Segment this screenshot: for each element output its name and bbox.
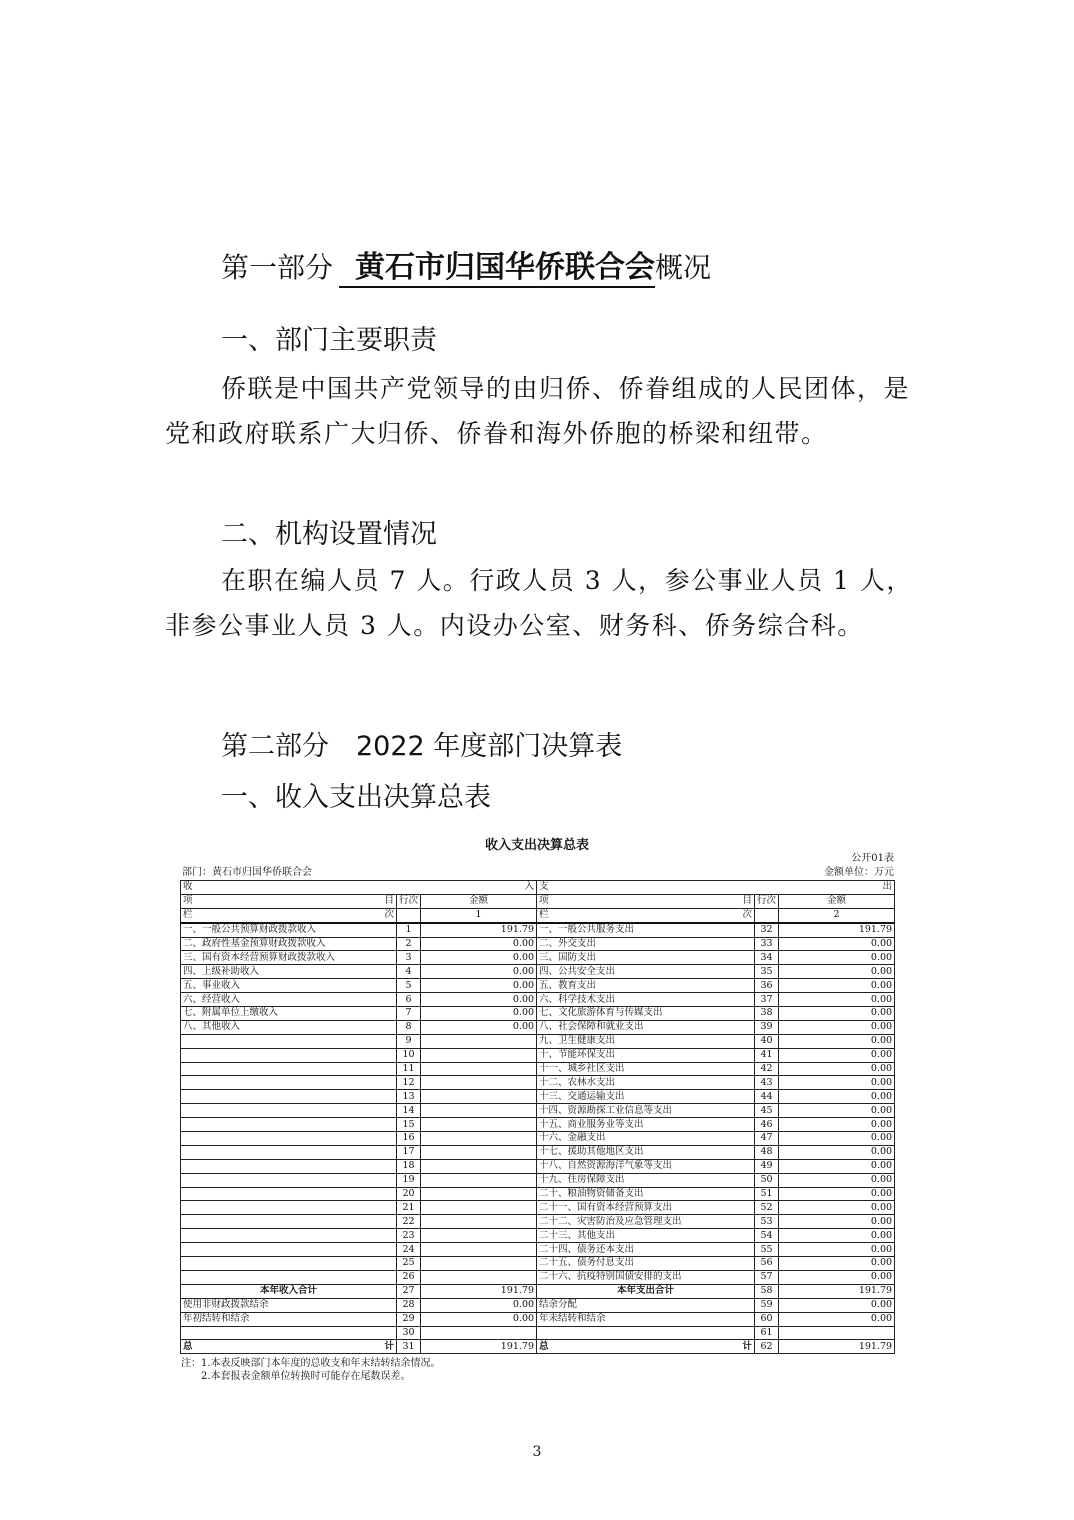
expend-amount: 0.00 [779,1007,895,1021]
income-rowno: 4 [397,965,421,979]
income-rowno: 23 [397,1229,421,1243]
expend-amount: 191.79 [779,923,895,937]
income-rowno: 22 [397,1215,421,1229]
col-head-right: 栏 [539,909,549,921]
col-index-1: 1 [421,908,537,922]
unit-label: 金额单位：万元 [824,867,894,878]
table-row [181,1312,895,1326]
item-head-2: 目 [384,895,394,907]
expend-rowno: 57 [755,1270,779,1284]
income-amount [421,1159,537,1173]
page-number: 3 [532,1444,542,1460]
expend-item: 十五、商业服务业等支出 [537,1118,755,1132]
expend-amount: 0.00 [779,1173,895,1187]
income-amount: 0.00 [421,965,537,979]
total-amount-right: 191.79 [779,1340,895,1354]
table-row [181,1159,895,1173]
org-name: 黄石市归国华侨联合会 [339,250,655,288]
income-rowno: 5 [397,979,421,993]
income-item: 使用非财政拨款结余 [181,1298,397,1312]
income-rowno: 11 [397,1062,421,1076]
table-row [181,1090,895,1104]
expend-item: 十七、援助其他地区支出 [537,1145,755,1159]
expend-item: 七、文化旅游体育与传媒支出 [537,1007,755,1021]
income-item [181,1118,397,1132]
table-row [181,965,895,979]
expend-item: 十四、资源勘探工业信息等支出 [537,1104,755,1118]
income-amount [421,1201,537,1215]
income-head: 收 [183,881,193,893]
expend-item: 二十三、其他支出 [537,1229,755,1243]
table-row [181,1215,895,1229]
expend-rowno: 36 [755,979,779,993]
income-amount: 0.00 [421,1007,537,1021]
item-head: 项 [183,895,193,907]
table-row [181,1229,895,1243]
income-rowno: 27 [397,1284,421,1298]
expend-item: 十、节能环保支出 [537,1048,755,1062]
total-right-b: 计 [742,1340,753,1352]
income-rowno: 16 [397,1132,421,1146]
expend-amount: 0.00 [779,1076,895,1090]
income-rowno: 19 [397,1173,421,1187]
expend-amount: 0.00 [779,951,895,965]
expend-rowno: 54 [755,1229,779,1243]
expend-item: 五、教育支出 [537,979,755,993]
income-item: 年初结转和结余 [181,1312,397,1326]
income-amount [421,1145,537,1159]
dept-label: 部门：黄石市归国华侨联合会 [182,867,312,878]
table-row [181,1187,895,1201]
table-title: 收入支出决算总表 [484,838,589,853]
income-item: 七、附属单位上缴收入 [181,1007,397,1021]
note-2: 2.本套报表金额单位转换时可能存在尾数误差。 [181,1371,411,1382]
income-item [181,1132,397,1146]
expend-amount: 0.00 [779,1062,895,1076]
income-rowno: 3 [397,951,421,965]
expend-item: 十六、金融支出 [537,1132,755,1146]
income-rowno: 12 [397,1076,421,1090]
expend-rowno: 48 [755,1145,779,1159]
section2-text: 在职在编人员 7 人。行政人员 3 人，参公事业人员 1 人，非参公事业人员 3 人。内设办公室、财务科、侨务综合科。 [165,566,913,640]
expend-rowno: 39 [755,1020,779,1034]
part2-heading: 第二部分 2022 年度部门决算表 [221,731,623,762]
expend-amount: 0.00 [779,1187,895,1201]
expend-amount: 0.00 [779,1048,895,1062]
table-row [181,1076,895,1090]
income-rowno: 18 [397,1159,421,1173]
expend-item: 本年支出合计 [537,1284,755,1298]
amount-head-right: 金额 [779,894,895,908]
table-row [181,1062,895,1076]
expend-rowno: 43 [755,1076,779,1090]
expend-amount: 0.00 [779,1257,895,1271]
expend-item: 十二、农林水支出 [537,1076,755,1090]
expend-amount [779,1326,895,1340]
income-rowno: 13 [397,1090,421,1104]
header-row-col-index [181,908,895,922]
table-row [181,1326,895,1340]
expend-amount: 0.00 [779,1201,895,1215]
expend-rowno: 60 [755,1312,779,1326]
expend-item: 二十六、抗疫特别国债安排的支出 [537,1270,755,1284]
income-rowno: 9 [397,1034,421,1048]
income-item [181,1034,397,1048]
expend-item: 三、国防支出 [537,951,755,965]
expend-amount: 0.00 [779,937,895,951]
expend-rowno: 33 [755,937,779,951]
item-head-right: 项 [539,895,549,907]
expend-amount: 0.00 [779,1104,895,1118]
section2-heading: 二、机构设置情况 [221,519,437,550]
expend-rowno: 58 [755,1284,779,1298]
income-amount [421,1132,537,1146]
income-amount [421,1062,537,1076]
income-item [181,1090,397,1104]
income-rowno: 2 [397,937,421,951]
income-amount [421,1048,537,1062]
table-row [181,923,895,937]
expend-rowno: 38 [755,1007,779,1021]
income-item: 本年收入合计 [181,1284,397,1298]
part1-heading [221,250,711,286]
income-rowno: 8 [397,1020,421,1034]
expend-item: 二十四、债务还本支出 [537,1243,755,1257]
col-index-2: 2 [779,908,895,922]
income-item: 八、其他收入 [181,1020,397,1034]
table-row [181,1118,895,1132]
table-row [181,1270,895,1284]
income-rowno: 24 [397,1243,421,1257]
total-row [181,1340,895,1354]
section1-heading: 一、部门主要职责 [221,325,437,356]
income-rowno: 7 [397,1007,421,1021]
total-amount-left: 191.79 [421,1340,537,1354]
expend-rowno: 35 [755,965,779,979]
expend-item: 九、卫生健康支出 [537,1034,755,1048]
income-amount [421,1257,537,1271]
income-rowno: 15 [397,1118,421,1132]
total-rowno-right: 62 [755,1340,779,1354]
income-item: 四、上级补助收入 [181,965,397,979]
form-code: 公开01表 [851,853,894,864]
income-item [181,1048,397,1062]
income-item [181,1076,397,1090]
table-row [181,1048,895,1062]
expend-item: 十九、住房保障支出 [537,1173,755,1187]
table-row [181,951,895,965]
expend-amount: 0.00 [779,1090,895,1104]
expend-item: 二十、粮油物资储备支出 [537,1187,755,1201]
part1-prefix: 第一部分 [221,251,334,284]
income-item [181,1215,397,1229]
table-row [181,1104,895,1118]
expend-amount: 0.00 [779,993,895,1007]
item-head-right-2: 目 [742,895,753,907]
income-item [181,1145,397,1159]
total-left-a: 总 [183,1340,193,1352]
expend-item: 四、公共安全支出 [537,965,755,979]
expend-item: 十八、自然资源海洋气象等支出 [537,1159,755,1173]
expend-item: 二十一、国有资本经营预算支出 [537,1201,755,1215]
income-amount: 0.00 [421,1312,537,1326]
income-amount [421,1076,537,1090]
income-item [181,1201,397,1215]
income-rowno: 21 [397,1201,421,1215]
income-rowno: 20 [397,1187,421,1201]
income-amount: 191.79 [421,1284,537,1298]
income-item [181,1173,397,1187]
income-amount: 0.00 [421,993,537,1007]
col-head-right-2: 次 [742,909,753,921]
income-amount [421,1090,537,1104]
table-row [181,1243,895,1257]
rowno-head-right: 行次 [755,894,779,908]
table-row [181,1257,895,1271]
table-notes [181,1357,441,1383]
income-rowno: 28 [397,1298,421,1312]
expend-rowno: 52 [755,1201,779,1215]
part2-subheading: 一、收入支出决算总表 [221,782,491,813]
table-row [181,1173,895,1187]
income-item [181,1187,397,1201]
expend-rowno: 49 [755,1159,779,1173]
expend-item: 十一、城乡社区支出 [537,1062,755,1076]
expend-item: 二、外交支出 [537,937,755,951]
income-item [181,1257,397,1271]
table-row [181,1132,895,1146]
income-item: 二、政府性基金预算财政拨款收入 [181,937,397,951]
income-item [181,1326,397,1340]
col-head-2: 次 [384,909,394,921]
expend-amount: 0.00 [779,1145,895,1159]
expend-amount: 0.00 [779,1243,895,1257]
table-row [181,1201,895,1215]
expend-amount: 0.00 [779,1229,895,1243]
income-amount [421,1118,537,1132]
income-item: 六、经营收入 [181,993,397,1007]
income-rowno: 10 [397,1048,421,1062]
table-row [181,1020,895,1034]
expend-amount: 0.00 [779,1118,895,1132]
expend-item: 二十二、灾害防治及应急管理支出 [537,1215,755,1229]
expend-rowno: 55 [755,1243,779,1257]
header-row-income-expend [181,881,895,895]
income-amount [421,1243,537,1257]
income-amount: 191.79 [421,923,537,937]
expend-head-2: 出 [882,881,893,893]
income-amount [421,1215,537,1229]
income-amount [421,1229,537,1243]
income-rowno: 26 [397,1270,421,1284]
income-item: 三、国有资本经营预算财政拨款收入 [181,951,397,965]
income-item: 一、一般公共预算财政拨款收入 [181,923,397,937]
expend-amount: 0.00 [779,1270,895,1284]
expend-rowno: 50 [755,1173,779,1187]
table-row [181,979,895,993]
note-1: 注：1.本表反映部门本年度的总收支和年末结转结余情况。 [181,1358,441,1369]
income-amount [421,1034,537,1048]
expend-amount: 0.00 [779,1034,895,1048]
table-row [181,1298,895,1312]
income-item: 五、事业收入 [181,979,397,993]
expend-rowno: 34 [755,951,779,965]
income-item [181,1062,397,1076]
part1-suffix: 概况 [655,251,712,284]
col-head: 栏 [183,909,193,921]
income-amount [421,1173,537,1187]
expend-rowno: 61 [755,1326,779,1340]
income-rowno: 17 [397,1145,421,1159]
amount-head: 金额 [421,894,537,908]
expend-rowno: 42 [755,1062,779,1076]
expend-rowno: 47 [755,1132,779,1146]
income-amount: 0.00 [421,1020,537,1034]
expend-amount: 0.00 [779,1132,895,1146]
budget-summary-table [180,880,895,1354]
income-rowno: 25 [397,1257,421,1271]
expend-rowno: 46 [755,1118,779,1132]
subtotal-row [181,1284,895,1298]
expend-rowno: 56 [755,1257,779,1271]
expend-rowno: 45 [755,1104,779,1118]
table-row [181,937,895,951]
section1-text: 侨联是中国共产党领导的由归侨、侨眷组成的人民团体，是党和政府联系广大归侨、侨眷和海外侨胞的桥梁和纽带。 [165,374,911,448]
expend-item [537,1326,755,1340]
expend-rowno: 44 [755,1090,779,1104]
expend-rowno: 32 [755,923,779,937]
income-amount: 0.00 [421,951,537,965]
total-right-a: 总 [539,1340,549,1352]
income-amount [421,1326,537,1340]
total-rowno-left: 31 [397,1340,421,1354]
income-rowno: 29 [397,1312,421,1326]
expend-amount: 0.00 [779,1020,895,1034]
income-rowno: 6 [397,993,421,1007]
income-amount [421,1187,537,1201]
expend-rowno: 37 [755,993,779,1007]
table-row [181,993,895,1007]
expend-amount: 191.79 [779,1284,895,1298]
expend-amount: 0.00 [779,979,895,993]
expend-item: 结余分配 [537,1298,755,1312]
expend-amount: 0.00 [779,1159,895,1173]
table-row [181,1034,895,1048]
expend-item: 六、科学技术支出 [537,993,755,1007]
income-amount: 0.00 [421,979,537,993]
income-amount: 0.00 [421,1298,537,1312]
rowno-head: 行次 [397,894,421,908]
expend-rowno: 41 [755,1048,779,1062]
income-head-2: 入 [524,881,535,893]
table-row [181,1145,895,1159]
expend-amount: 0.00 [779,965,895,979]
income-rowno: 30 [397,1326,421,1340]
income-item [181,1229,397,1243]
expend-item: 年末结转和结余 [537,1312,755,1326]
expend-rowno: 40 [755,1034,779,1048]
expend-amount: 0.00 [779,1298,895,1312]
income-item [181,1243,397,1257]
expend-item: 一、一般公共服务支出 [537,923,755,937]
income-item [181,1270,397,1284]
expend-rowno: 51 [755,1187,779,1201]
income-item [181,1104,397,1118]
expend-amount: 0.00 [779,1215,895,1229]
header-row-columns [181,894,895,908]
total-left-b: 计 [384,1340,394,1352]
income-rowno: 14 [397,1104,421,1118]
expend-item: 二十五、债务付息支出 [537,1257,755,1271]
expend-amount: 0.00 [779,1312,895,1326]
income-amount [421,1270,537,1284]
expend-head: 支 [539,881,549,893]
expend-rowno: 53 [755,1215,779,1229]
income-amount [421,1104,537,1118]
expend-rowno: 59 [755,1298,779,1312]
expend-item: 八、社会保障和就业支出 [537,1020,755,1034]
expend-item: 十三、交通运输支出 [537,1090,755,1104]
table-row [181,1007,895,1021]
income-item [181,1159,397,1173]
income-amount: 0.00 [421,937,537,951]
income-rowno: 1 [397,923,421,937]
